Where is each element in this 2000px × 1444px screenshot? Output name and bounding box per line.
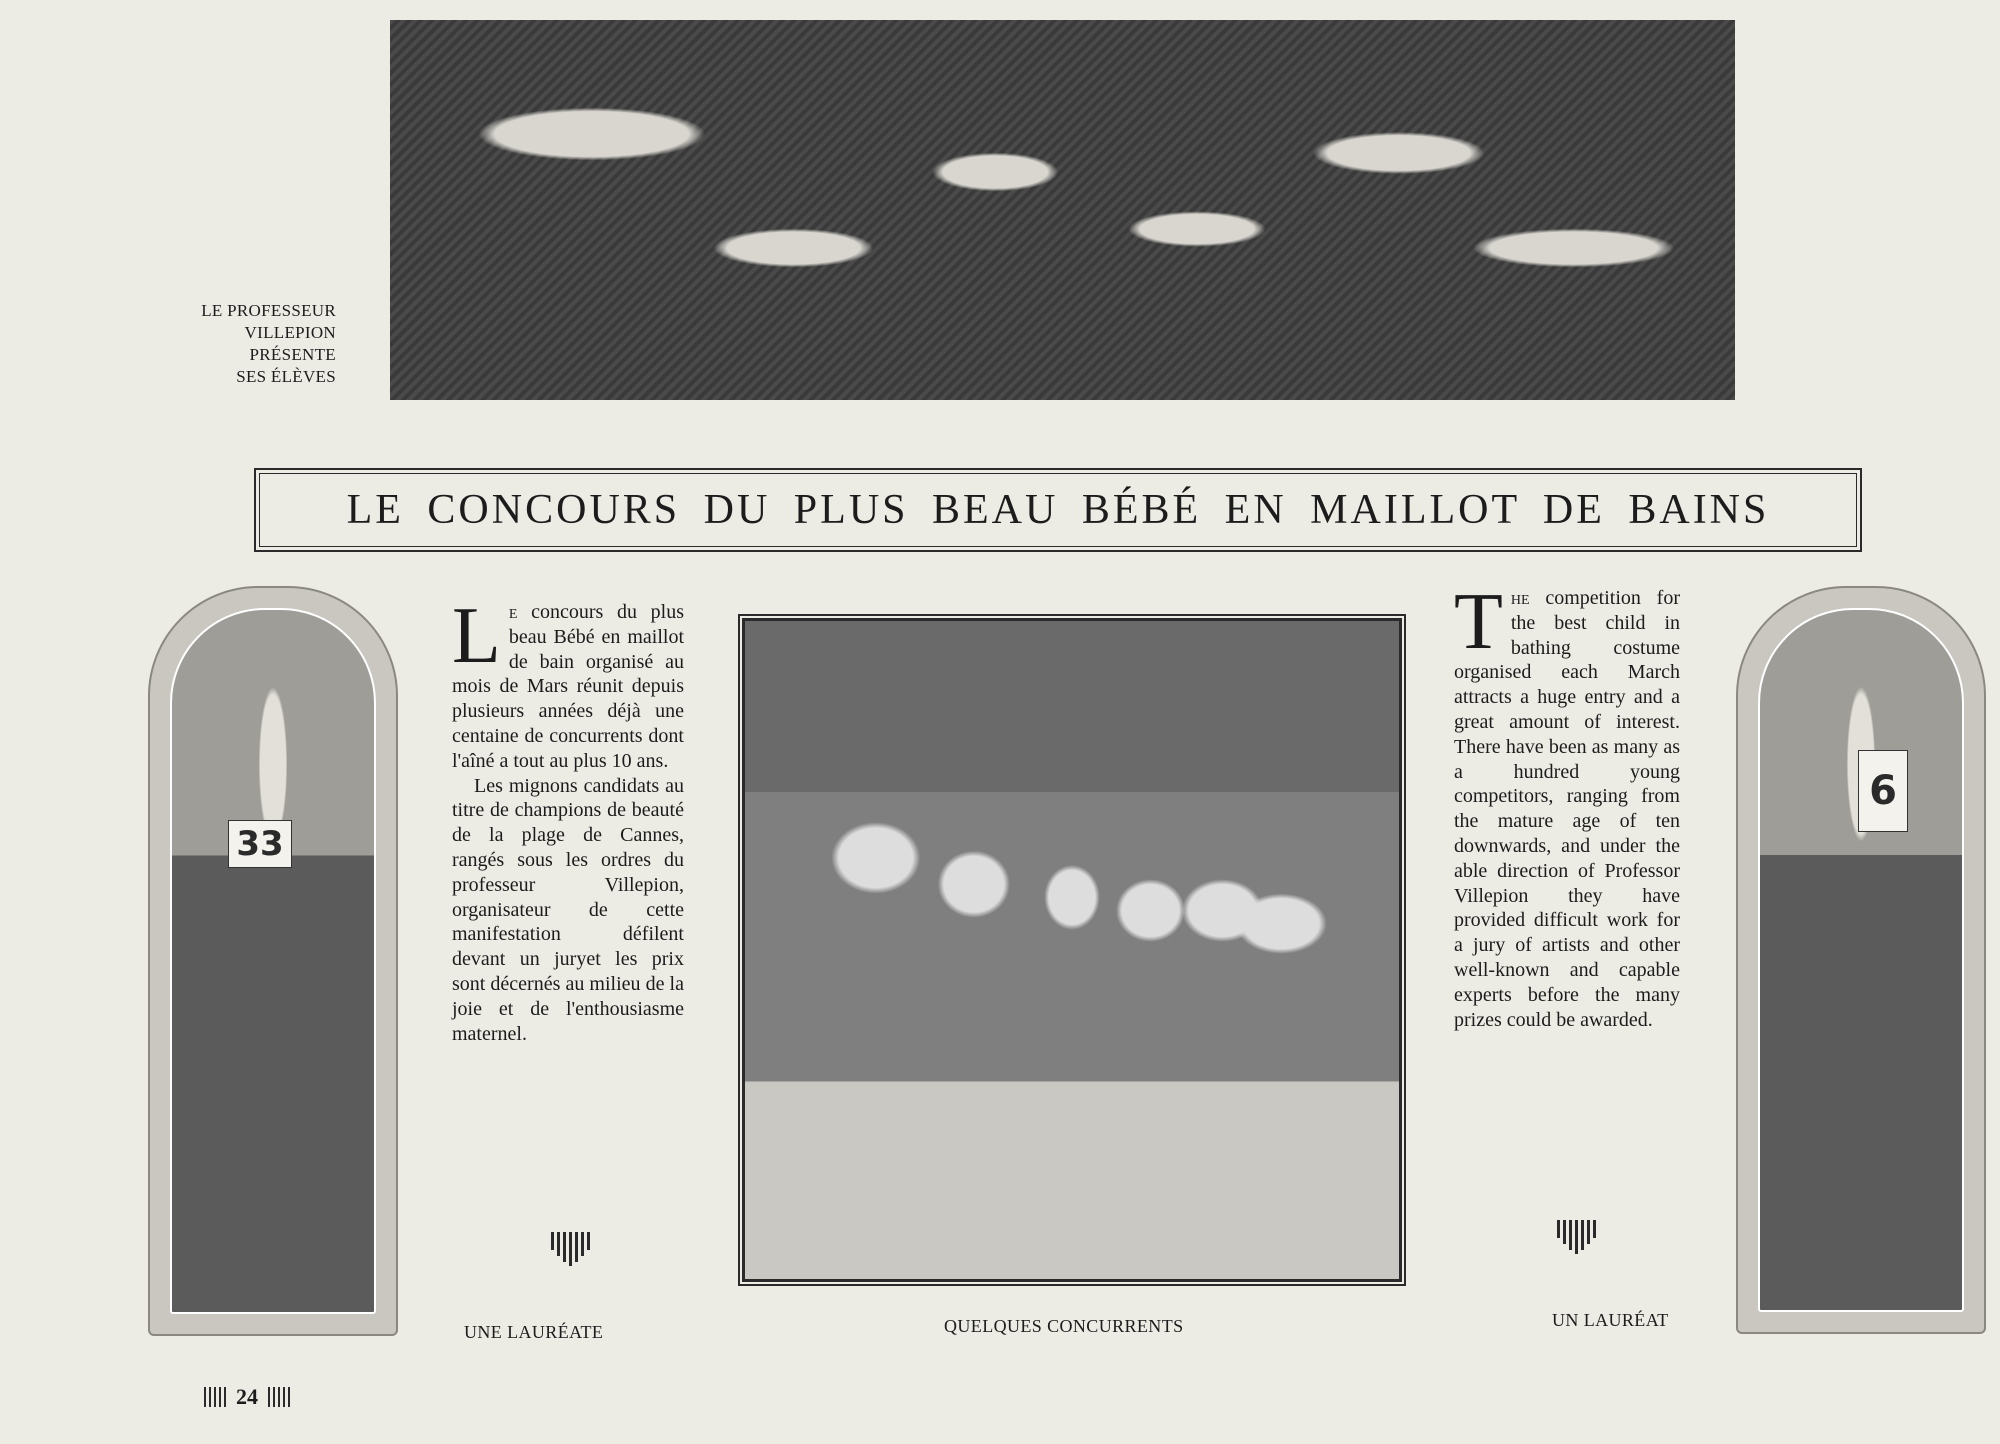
race-bib-right: 6 [1858, 750, 1908, 832]
article-title-box [254, 468, 1862, 552]
boy-winner-photo [1758, 608, 1964, 1312]
english-paragraph-1: competition for the best child in bathing costume organised each March attracts a huge entry and a great amount of interest. There have been as many as a hundred young competitors, ranging from the mature age of ten downwards, and under the able direction of Professor Villepion they have provided difficult work for a jury of artists and other well-known and capable experts before the many prizes could be awarded. [1454, 587, 1680, 1031]
french-end-ornament [540, 1232, 600, 1266]
french-paragraph-1: concours du plus beau Bébé en maillot de bain organisé au mois de Mars réunit depuis plusieurs années déjà une centaine de concurrents dont l'aîné a tout au plus 10 ans. [452, 601, 684, 772]
english-first-word-rest: he [1510, 587, 1530, 609]
left-arched-frame [148, 586, 398, 1336]
page-number: 24 [236, 1384, 258, 1409]
left-photo-caption: UNE LAURÉATE [464, 1322, 604, 1342]
top-photo-caption [150, 300, 336, 388]
race-bib-left: 33 [228, 820, 292, 868]
top-caption-line: PRÉSENTE [249, 345, 336, 364]
french-first-word-rest: e [508, 601, 518, 623]
french-drop-cap: L [452, 592, 501, 680]
top-caption-line: LE PROFESSEUR [201, 301, 336, 320]
page-number-bars-right [268, 1387, 290, 1407]
right-arched-frame [1736, 586, 1986, 1334]
article-title: LE CONCOURS DU PLUS BEAU BÉBÉ EN MAILLOT DE BAINS [346, 487, 1770, 533]
english-drop-cap: T [1454, 578, 1503, 666]
french-paragraph-2: Les mignons candidats au titre de champions de beauté de la plage de Cannes, rangés sous les ordres du professeur Villepion, organisateur de cette manifestation défilent devant un juryet les prix sont décernés au milieu de la joie et de l'enthousiasme maternel. [452, 774, 684, 1045]
french-article-text [452, 592, 684, 1046]
page-number-bars-left [204, 1387, 226, 1407]
right-photo-caption: UN LAURÉAT [1552, 1310, 1669, 1330]
english-article-text [1454, 578, 1680, 1032]
english-end-ornament [1546, 1220, 1606, 1254]
center-photo-caption: QUELQUES CONCURRENTS [944, 1316, 1184, 1336]
contestants-lineup-photo [742, 618, 1402, 1282]
page-number-block [204, 1384, 290, 1410]
girl-winner-photo [170, 608, 376, 1314]
professor-with-students-photo [390, 20, 1735, 400]
top-caption-line: VILLEPION [244, 323, 336, 342]
top-caption-line: SES ÉLÈVES [236, 367, 336, 386]
